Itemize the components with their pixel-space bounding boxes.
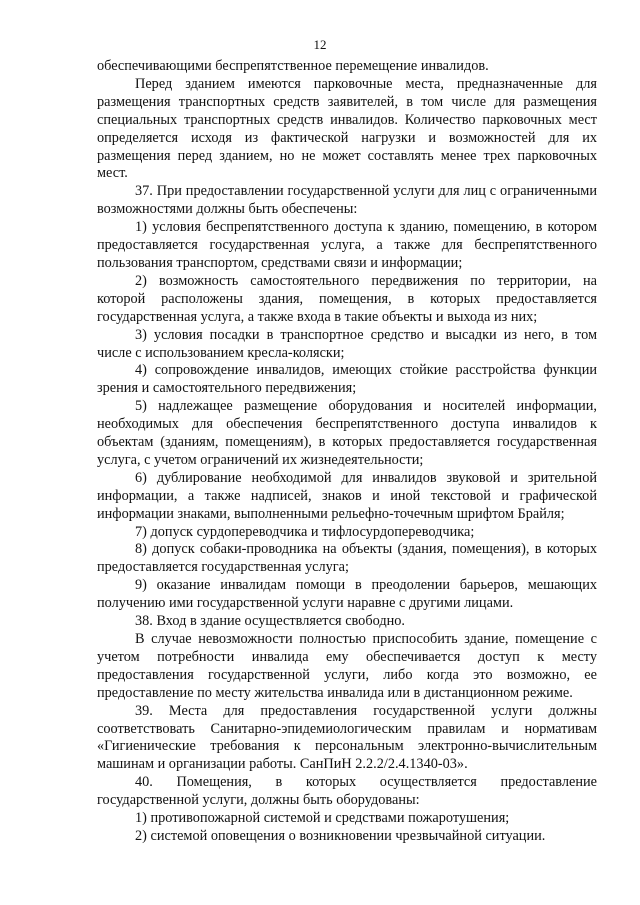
paragraph-parking: Перед зданием имеются парковочные места, предназначенные для размещения транспортных средств заявителей, в том числе для размещения специальных транспортных средств инвалидов. Количество парковочных мест определяется исходя из фактической нагрузки и возможностей для их размещения перед зданием, но не может составлять менее трех парковочных мест.: [97, 75, 597, 182]
list-item-37-5: 5) надлежащее размещение оборудования и носителей информации, необходимых для обеспечения беспрепятственного доступа инвалидов к объектам (зданиям, помещениям), в которых предоставляется государственная услуга, с учетом ограничений их жизнедеятельности;: [97, 398, 597, 468]
list-item-37-8: 8) допуск собаки-проводника на объекты (здания, помещения), в которых предоставляется государственная услуга;: [97, 541, 597, 576]
list-item-37-4: 4) сопровождение инвалидов, имеющих стойкие расстройства функции зрения и самостоятельного передвижения;: [97, 362, 597, 397]
document-body: [97, 58, 597, 846]
paragraph-continuation: обеспечивающими беспрепятственное перемещение инвалидов.: [97, 58, 489, 74]
paragraph-clause-40: 40. Помещения, в которых осуществляется предоставление государственной услуги, должны быть оборудованы:: [97, 774, 597, 809]
paragraph-clause-38-note: В случае невозможности полностью приспособить здание, помещение с учетом потребности инвалида ему обеспечивается доступ к месту предоставления государственной услуги, либо когда это возможно, ее предоставление по месту жительства инвалида или в дистанционном режиме.: [97, 631, 597, 701]
list-item-40-1: 1) противопожарной системой и средствами пожаротушения;: [135, 810, 510, 827]
paragraph-clause-38: 38. Вход в здание осуществляется свободно.: [135, 613, 405, 630]
paragraph-clause-37: 37. При предоставлении государственной услуги для лиц с ограниченными возможностями должны быть обеспечены:: [97, 183, 597, 218]
list-item-40-2: 2) системой оповещения о возникновении чрезвычайной ситуации.: [135, 827, 546, 844]
list-item-37-6: 6) дублирование необходимой для инвалидов звуковой и зрительной информации, а также надписей, знаков и иной текстовой и графической информации знаками, выполненными рельефно-точечным шрифтом Брайля;: [97, 469, 597, 522]
list-item-37-1: 1) условия беспрепятственного доступа к зданию, помещению, в котором предоставляется государственная услуга, а также для беспрепятственного пользования транспортом, средствами связи и информации;: [97, 219, 597, 271]
list-item-37-3: 3) условия посадки в транспортное средство и высадки из него, в том числе с использованием кресла-коляски;: [97, 326, 597, 361]
list-item-37-2: 2) возможность самостоятельного передвижения по территории, на которой расположены здания, помещения, в которых предоставляется государственная услуга, а также входа в такие объекты и выхода из них;: [97, 272, 597, 325]
list-item-37-7: 7) допуск сурдопереводчика и тифлосурдопереводчика;: [135, 523, 475, 540]
page-number: 12: [313, 37, 327, 52]
paragraph-clause-39: 39. Места для предоставления государственной услуги должны соответствовать Санитарно-эпидемиологическим правилам и нормативам «Гигиенические требования к персональным электронно-вычислительным машинам и организации работы. СанПиН 2.2.2/2.4.1340-03».: [97, 702, 597, 773]
list-item-37-9: 9) оказание инвалидам помощи в преодолении барьеров, мешающих получению ими государственной услуги наравне с другими лицами.: [97, 577, 597, 612]
